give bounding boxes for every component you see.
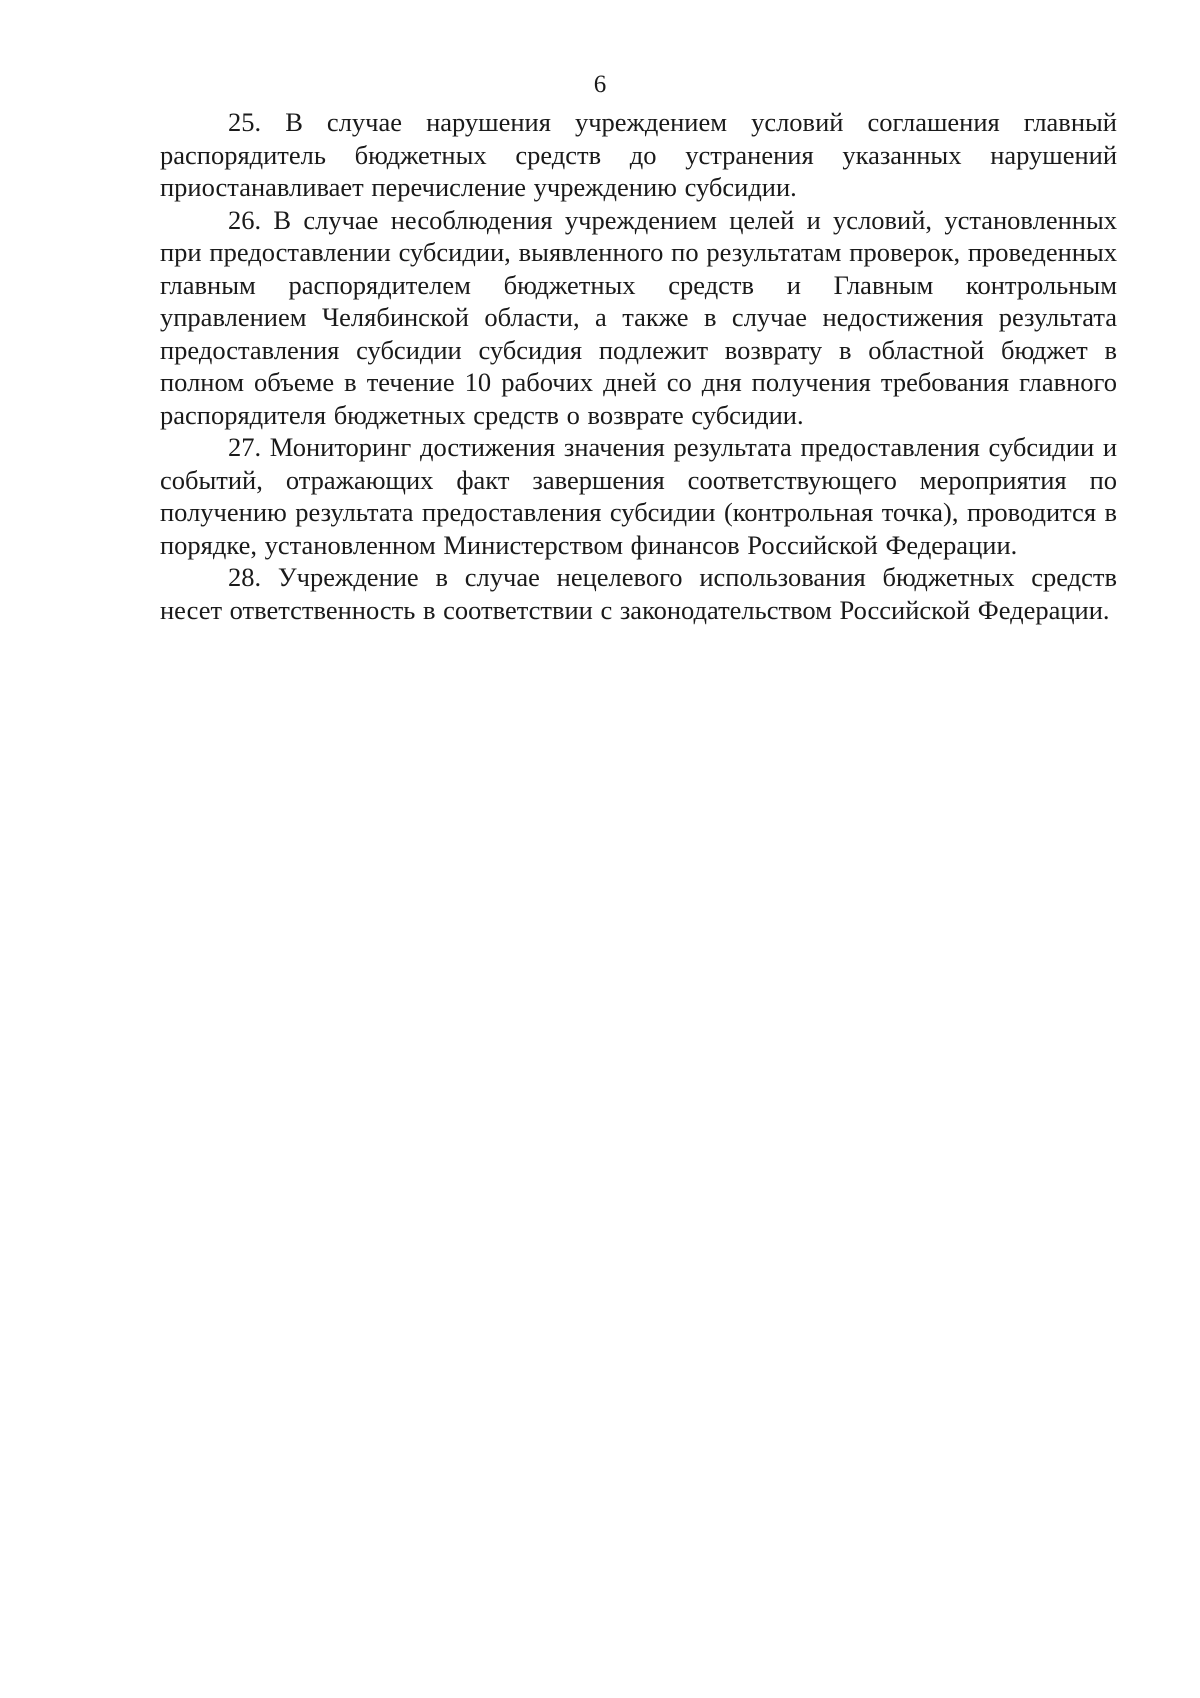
document-body bbox=[160, 106, 1117, 626]
page-number: 6 bbox=[593, 71, 607, 98]
paragraph-26: 26. В случае несоблюдения учреждением целей и условий, установленных при предоставлении субсидии, выявленного по результатам проверок, проведенных главным распорядителем бюджетных средств и Главным контрольным управлением Челябинской области, а также в случае недостижения результата предоставления субсидии субсидия подлежит возврату в областной бюджет в полном объеме в течение 10 рабочих дней со дня получения требования главного распорядителя бюджетных средств о возврате субсидии. bbox=[160, 204, 1117, 430]
paragraph-28: 28. Учреждение в случае нецелевого использования бюджетных средств несет ответственность в соответствии с законодательством Российской Федерации. bbox=[160, 562, 1117, 625]
paragraph-27: 27. Мониторинг достижения значения результата предоставления субсидии и событий, отражающих факт завершения соответствующего мероприятия по получению результата предоставления субсидии (контрольная точка), проводится в порядке, установленном Министерством финансов Российской Федерации. bbox=[160, 432, 1117, 560]
paragraph-25: 25. В случае нарушения учреждением условий соглашения главный распорядитель бюджетных средств до устранения указанных нарушений приостанавливает перечисление учреждению субсидии. bbox=[160, 107, 1117, 202]
